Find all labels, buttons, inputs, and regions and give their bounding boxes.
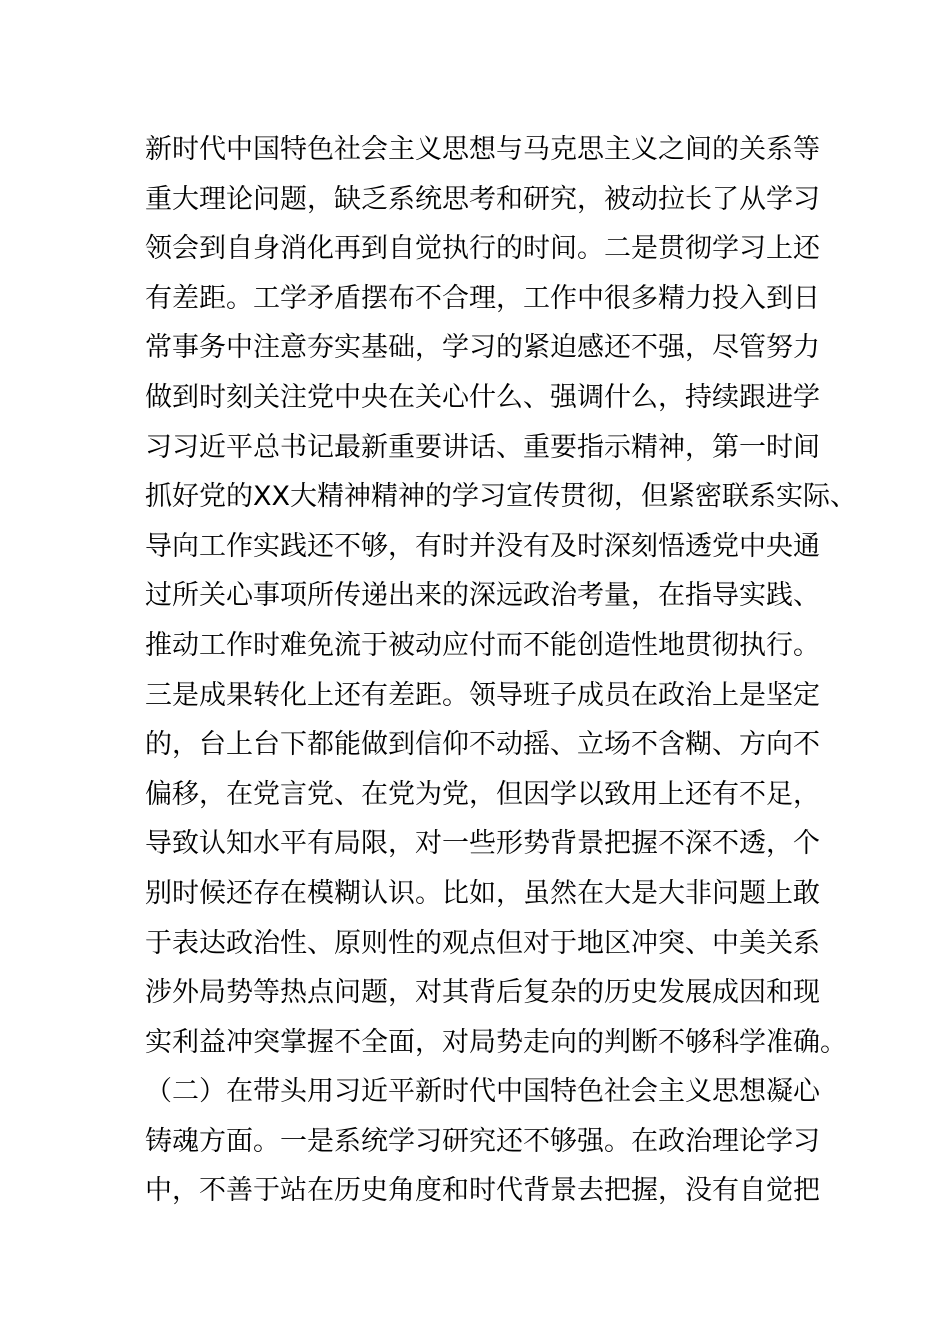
text-line: 推动工作时难免流于被动应付而不能创造性地贯彻执行。 [145, 629, 820, 661]
text-line: 有差距。工学矛盾摆布不合理，工作中很多精力投入到日 [145, 282, 820, 314]
text-line: 习习近平总书记最新重要讲话、重要指示精神，第一时间 [145, 431, 820, 463]
text-line: 重大理论问题，缺乏系统思考和研究，被动拉长了从学习 [145, 183, 820, 215]
text-line: 抓好党的XX大精神精神的学习宣传贯彻，但紧密联系实际、 [145, 481, 857, 513]
text-line: 领会到自身消化再到自觉执行的时间。二是贯彻学习上还 [145, 233, 820, 265]
text-line: 常事务中注意夯实基础，学习的紧迫感还不强，尽管努力 [145, 332, 820, 364]
text-line: 新时代中国特色社会主义思想与马克思主义之间的关系等 [145, 134, 820, 165]
text-line: 导向工作实践还不够，有时并没有及时深刻悟透党中央通 [145, 530, 820, 562]
text-line: 铸魂方面。一是系统学习研究还不够强。在政治理论学习 [145, 1125, 820, 1157]
text-line: 别时候还存在模糊认识。比如，虽然在大是大非问题上敢 [145, 877, 820, 909]
text-line: 实利益冲突掌握不全面，对局势走向的判断不够科学准确。 [145, 1026, 847, 1058]
text-line: 涉外局势等热点问题，对其背后复杂的历史发展成因和现 [145, 977, 820, 1009]
text-line: 偏移，在党言党、在党为党，但因学以致用上还有不足， [145, 778, 820, 810]
text-line: 于表达政治性、原则性的观点但对于地区冲突、中美关系 [145, 927, 820, 959]
text-line: 导致认知水平有局限，对一些形势背景把握不深不透，个 [145, 828, 820, 860]
text-line: 中，不善于站在历史角度和时代背景去把握，没有自觉把 [145, 1175, 820, 1207]
text-line: （二）在带头用习近平新时代中国特色社会主义思想凝心 [145, 1076, 820, 1108]
text-line: 三是成果转化上还有差距。领导班子成员在政治上是坚定 [145, 679, 820, 711]
body-text [145, 125, 857, 1216]
text-line: 过所关心事项所传递出来的深远政治考量，在指导实践、 [145, 580, 820, 612]
text-line: 的，台上台下都能做到信仰不动摇、立场不含糊、方向不 [145, 729, 820, 761]
text-line: 做到时刻关注党中央在关心什么、强调什么，持续跟进学 [145, 381, 820, 413]
